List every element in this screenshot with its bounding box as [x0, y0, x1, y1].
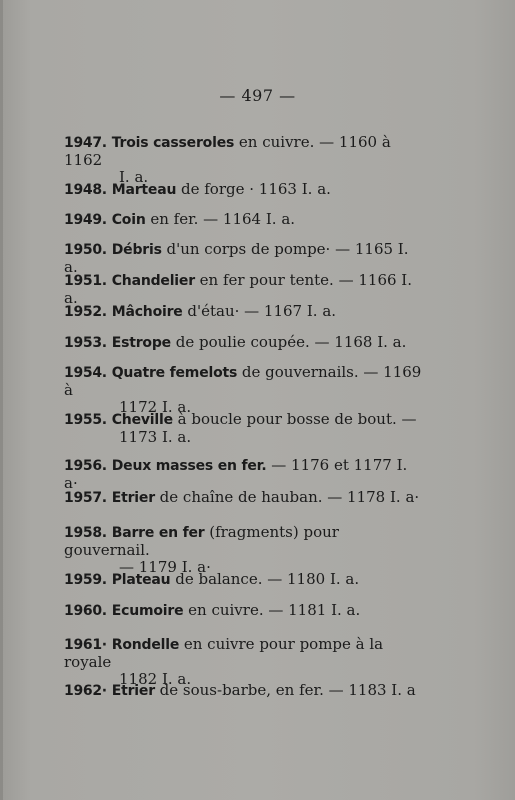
entry-continuation: 1173 I. a.	[119, 428, 192, 446]
entry-continuation: I. a.	[119, 168, 149, 186]
entry-subject: Trois casseroles	[111, 135, 235, 151]
list-item	[64, 211, 424, 229]
entry-description: en cuivre pour pompe à la royale	[64, 635, 384, 671]
entry-subject: Marteau	[111, 182, 177, 198]
entry-description: de chaîne de hauban. — 1178 I. a·	[154, 488, 420, 506]
entry-number: 1948.	[64, 182, 107, 198]
entry-description: en cuivre. — 1160 à 1162	[64, 133, 391, 169]
entry-subject: Débris	[111, 242, 162, 258]
entry-number: 1947.	[64, 135, 107, 151]
list-item	[64, 524, 424, 576]
entry-subject: Etrier	[111, 683, 155, 699]
entry-description: de sous-barbe, en fer. — 1183 I. a	[154, 681, 416, 699]
entry-subject: Barre en fer	[111, 525, 205, 541]
entry-description: en cuivre. — 1181 I. a.	[183, 601, 361, 619]
list-item	[64, 411, 424, 446]
entry-description: de forge · 1163 I. a.	[176, 180, 331, 198]
entry-subject: Quatre femelots	[111, 365, 238, 381]
entry-number: 1954.	[64, 365, 107, 381]
entry-number: 1958.	[64, 525, 107, 541]
entry-number: 1955.	[64, 412, 107, 428]
entry-subject: Cheville	[111, 412, 173, 428]
entry-number: 1956.	[64, 458, 107, 474]
entry-number: 1957.	[64, 490, 107, 506]
entry-subject: Ecumoire	[111, 603, 184, 619]
entry-number: 1960.	[64, 603, 107, 619]
entry-description: d'étau· — 1167 I. a.	[182, 302, 337, 320]
entry-description: — 1176 et 1177 I. a·	[64, 456, 408, 492]
entry-subject: Rondelle	[111, 637, 180, 653]
entry-subject: Coin	[111, 212, 146, 228]
entry-description: à boucle pour bosse de bout. —	[172, 410, 417, 428]
entry-subject: Etrier	[111, 490, 155, 506]
entry-number: 1950.	[64, 242, 107, 258]
entry-continuation: 1172 I. a.	[119, 398, 192, 416]
list-item	[64, 571, 424, 589]
entry-number: 1951.	[64, 273, 107, 289]
list-item	[64, 181, 424, 199]
entry-number: 1962·	[64, 683, 107, 699]
list-item	[64, 682, 424, 700]
entry-continuation: 1182 I. a.	[119, 670, 192, 688]
entry-subject: Deux masses en fer.	[111, 458, 267, 474]
list-item	[64, 334, 424, 352]
list-item	[64, 134, 424, 186]
entry-description: de poulie coupée. — 1168 I. a.	[170, 333, 407, 351]
entry-number: 1949.	[64, 212, 107, 228]
list-item	[64, 364, 424, 416]
entry-continuation: — 1179 I. a·	[119, 558, 211, 576]
entry-number: 1953.	[64, 335, 107, 351]
entry-description: (fragments) pour gouvernail.	[64, 523, 339, 559]
entry-description: de balance. — 1180 I. a.	[170, 570, 360, 588]
entry-subject: Plateau	[111, 572, 171, 588]
list-item	[64, 489, 424, 507]
entry-subject: Mâchoire	[111, 304, 183, 320]
entry-description: de gouvernails. — 1169 à	[64, 363, 422, 399]
page-number: — 497 —	[219, 86, 296, 105]
entry-number: 1959.	[64, 572, 107, 588]
entry-description: en fer pour tente. — 1166 I. a.	[64, 271, 412, 307]
entry-number: 1952.	[64, 304, 107, 320]
entry-subject: Estrope	[111, 335, 171, 351]
entry-subject: Chandelier	[111, 273, 195, 289]
entry-description: en fer. — 1164 I. a.	[145, 210, 296, 228]
entry-description: d'un corps de pompe· — 1165 I. a.	[64, 240, 409, 276]
entry-number: 1961·	[64, 637, 107, 653]
list-item	[64, 602, 424, 620]
list-item	[64, 457, 424, 492]
list-item	[64, 303, 424, 321]
